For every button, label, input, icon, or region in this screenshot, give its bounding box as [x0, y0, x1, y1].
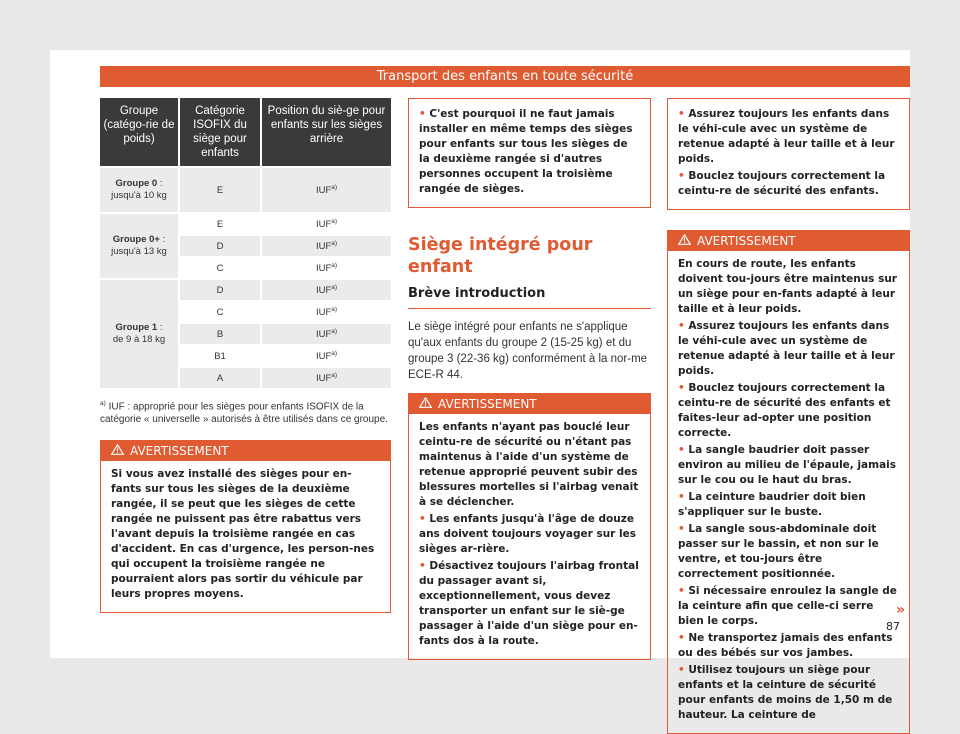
column-2 [408, 98, 651, 660]
category-cell: C [179, 257, 261, 279]
bullet-icon: • [678, 491, 685, 503]
bullet-icon: • [678, 320, 685, 332]
bullet-icon: • [678, 664, 685, 676]
warning-triangle-icon [678, 231, 691, 251]
subsection-title: Brève introduction [408, 286, 651, 309]
bullet-icon: • [678, 382, 685, 394]
table-header-row [100, 98, 391, 167]
position-cell: IUF$^{a)}$ [261, 257, 391, 279]
section-title: Siège intégré pour enfant [408, 235, 593, 277]
warning-body: Les enfants n'ayant pas bouclé leur ceintu-re de sécurité ou n'étant pas maintenus à l'aide d'un système de retenue approprié peuvent subir des blessures mortelles si l'airbag venait à se déclencher. • Les enfants jusqu'à l'âge de douze ans doivent toujours voyager sur les sièges ar-rière. • Désactivez toujours l'airbag frontal du passager avant si, exceptionnellement, vous devez transporter un enfant sur le siè-ge passager à l'aide d'un siège pour en-fants dos à la route. [419, 421, 639, 647]
bullet-icon: • [678, 632, 685, 644]
category-cell: E [179, 213, 261, 235]
manual-page [50, 50, 910, 721]
position-cell: IUF$^{a)}$ [261, 167, 391, 213]
group-cell: Groupe 0 : jusqu'à 10 kg [100, 167, 179, 213]
table-row [100, 213, 391, 235]
category-cell: C [179, 301, 261, 323]
position-cell: IUF$^{a)}$ [261, 301, 391, 323]
warning-header: AVERTISSEMENT [409, 394, 650, 414]
warning-box-2 [408, 393, 651, 660]
position-cell: IUF$^{a)}$ [261, 367, 391, 388]
category-cell: B1 [179, 345, 261, 367]
group-cell: Groupe 1 : de 9 à 18 kg [100, 279, 179, 388]
bullet-icon: • [678, 523, 685, 535]
warning-body: • C'est pourquoi il ne faut jamais installer en même temps des sièges pour enfants sur tous les sièges de la deuxième rangée si d'autres personnes occupent la troisième rangée de sièges. [419, 108, 633, 195]
isofix-table [100, 98, 391, 388]
page-number: 87 [886, 620, 900, 633]
warning-triangle-icon [419, 394, 432, 414]
continued-warning-box [667, 98, 910, 210]
table-footnote: $^{a)}$ IUF : approprié pour les sièges pour enfants ISOFIX de la catégorie « universelle » autorisés à être utilisés dans ce groupe. [100, 400, 388, 425]
position-cell: IUF$^{a)}$ [261, 235, 391, 257]
group-cell: Groupe 0+ : jusqu'à 13 kg [100, 213, 179, 279]
bullet-icon: • [419, 513, 426, 525]
page-header: Transport des enfants en toute sécurité [100, 66, 910, 87]
category-cell: A [179, 367, 261, 388]
warning-header: AVERTISSEMENT [668, 231, 909, 251]
warning-body: En cours de route, les enfants doivent tou-jours être maintenus sur un siège pour en-fants adapté à leur taille et à leur poids. • Assurez toujours les enfants dans le véhi-cule avec un système de retenue adapté à leur taille et à leur poids. • Bouclez toujours correctement la ceintu-re de sécurité des enfants et faites-leur ad-opter une position correcte. • La sangle baudrier doit passer environ au milieu de l'épaule, jamais sur le cou ou le haut du bras. • La ceinture baudrier doit bien s'appliquer sur le buste. • La sangle sous-abdominale doit passer sur le bassin, et non sur le ventre, et tou-jours être correctement positionnée. • Si nécessaire enroulez la sangle de la ceinture afin que celle-ci serre bien le corps. • Ne transportez jamais des enfants ou des bébés sur vos jambes. • Utilisez toujours un siège pour enfants et la ceinture de sécurité pour enfants de moins de 1,50 m de hauteur. La ceinture de [678, 258, 897, 721]
position-cell: IUF$^{a)}$ [261, 279, 391, 301]
category-cell: D [179, 279, 261, 301]
table-row [100, 167, 391, 213]
column-3 [667, 98, 910, 734]
position-cell: IUF$^{a)}$ [261, 345, 391, 367]
table-header-category: Catégorie ISOFIX du siège pour enfants [179, 98, 261, 167]
continued-warning-box [408, 98, 651, 208]
bullet-icon: • [678, 585, 685, 597]
position-cell: IUF$^{a)}$ [261, 213, 391, 235]
warning-body: • Assurez toujours les enfants dans le véhi-cule avec un système de retenue adapté à leur taille et à leur poids. • Bouclez toujours correctement la ceintu-re de sécurité des enfants. [678, 108, 895, 197]
category-cell: E [179, 167, 261, 213]
warning-box-3 [667, 230, 910, 734]
table-row [100, 279, 391, 301]
warning-box-1 [100, 440, 391, 613]
position-cell: IUF$^{a)}$ [261, 323, 391, 345]
warning-header: AVERTISSEMENT [101, 441, 390, 461]
warning-body: Si vous avez installé des sièges pour en-fants sur tous les sièges de la deuxième rangée, il se peut que les sièges de cette rangée ne puissent pas être rabattus vers l'avant depuis la troisième rangée en cas d'accident. En cas d'urgence, les person-nes qui occupent la troisième rangée ne pourraient alors pas sortir du véhicule par leurs propres moyens. [111, 468, 375, 601]
warning-triangle-icon [111, 441, 124, 461]
section-block [408, 234, 651, 383]
table-header-group: Groupe (catégo-rie de poids) [100, 98, 179, 167]
bullet-icon: • [419, 108, 426, 120]
category-cell: B [179, 323, 261, 345]
intro-text: Le siège intégré pour enfants ne s'applique qu'aux enfants du groupe 2 (15-25 kg) et du groupe 3 (22-36 kg) conformément à la nor-me ECE-R 44. [408, 321, 648, 381]
bullet-icon: • [678, 444, 685, 456]
table-header-position: Position du siè-ge pour enfants sur les sièges arrière [261, 98, 391, 167]
bullet-icon: • [678, 108, 685, 120]
category-cell: D [179, 235, 261, 257]
column-1 [100, 98, 391, 613]
bullet-icon: • [419, 560, 426, 572]
bullet-icon: • [678, 170, 685, 182]
continue-arrow-icon: » [896, 602, 906, 618]
